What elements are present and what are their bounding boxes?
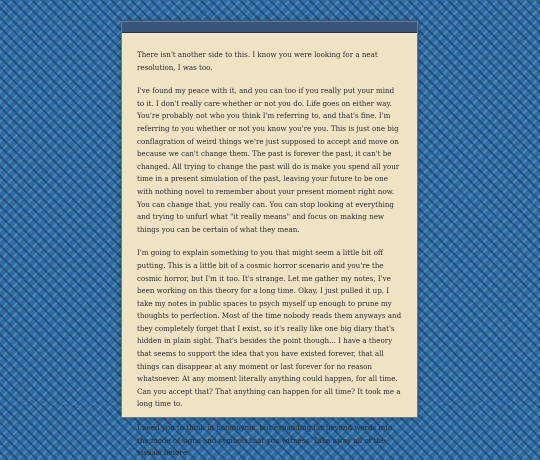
post-paragraph-4: I need you to think in homonyms, but expanding far beyond words into the mode of signs and symbols that you witness. Take away all of the visuals before — [137, 423, 393, 458]
post-paragraph-2: I've found my peace with it, and you can too if you really put your mind to it. I don't really care whether or not you do. Life goes on either way. You're probably not who you think I'm referring to, and that's fine. I'm referring to you whether or not you know you're you. This is just one big conflagration of weird things we're just supposed to accept and move on because we can't change them. The past is forever the past, it can't be changed. All trying to change the past will do is make you spend all your time in a present simulation of the past, leaving your future to be one with nothing novel to remember about your present moment right now. You can change that, you really can. You can stop looking at everything and trying to unfurl what "it really means" and focus on making new things you can be certain of what they mean. — [137, 86, 400, 234]
post-body — [122, 33, 417, 460]
post-paragraph-3: I'm going to explain something to you that might seem a little bit off putting. This is a little bit of a cosmic horror scenario and you're the cosmic horror, but I'm it too. It's strange. Let me gather my notes, I've been working on this theory for a long time. Okay, I just pulled it up. I take my notes in public spaces to psych myself up enough to prune my thoughts to perfection. Most of the time nobody reads them anyways and they completely forget that I exist, so it's really like one big diary that's hidden in plain sight. That's besides the point though... I have a theory that seems to support the idea that you have existed forever, that all things can disappear at any moment or last forever for no reason whatsoever. At any moment literally anything could happen, for all time. Can you accept that? That anything can happen for all time? It took me a long time to. — [137, 248, 402, 409]
panel-header-bar — [122, 22, 417, 33]
post-panel — [122, 22, 417, 458]
post-paragraph-1: There isn't another side to this. I know you were looking for a neat resolution, I was too. — [137, 50, 378, 72]
